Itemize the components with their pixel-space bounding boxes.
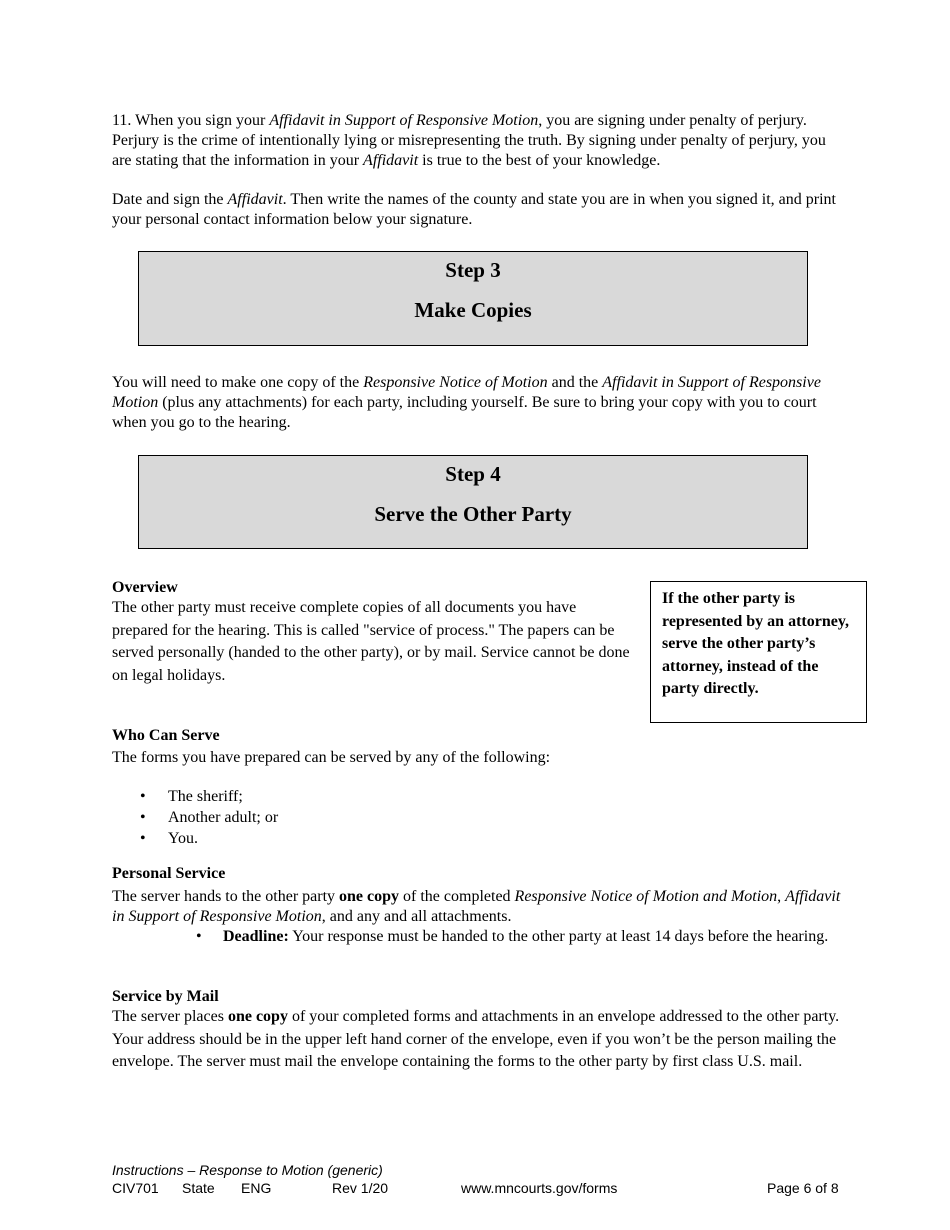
footer-url[interactable]: www.mncourts.gov/forms bbox=[461, 1180, 618, 1196]
who-can-serve-heading: Who Can Serve bbox=[112, 727, 220, 744]
overview-heading: Overview bbox=[112, 579, 178, 596]
paragraph-affidavit-perjury: 11. When you sign your Affidavit in Support of Responsive Motion, you are signing under penalty of perjury. Perjury is the crime of intentionally lying or misrepresenting the truth. By signing under penalty of perjury, you are stating that the information in your Affidavit is true to the best of your knowledge. bbox=[112, 112, 826, 169]
who-can-serve-intro: The forms you have prepared can be served by any of the following: bbox=[112, 749, 551, 766]
overview-body: The other party must receive complete copies of all documents you have prepared for the hearing. This is called "service of process." The papers can be served personally (handed to the other party), or by mail. Service cannot be done on legal holidays. bbox=[112, 599, 630, 685]
bullet-icon: • bbox=[196, 928, 202, 945]
personal-service-heading: Personal Service bbox=[112, 865, 226, 882]
step-4-label: Step 4 bbox=[445, 462, 501, 486]
step-3-box bbox=[138, 251, 808, 346]
paragraph-date-and-sign: Date and sign the Affidavit. Then write the names of the county and state you are in when you signed it, and print your personal contact information below your signature. bbox=[112, 191, 836, 228]
footer-revision: Rev 1/20 bbox=[332, 1180, 389, 1196]
list-item: • The sheriff; bbox=[140, 788, 243, 805]
bullet-icon: • bbox=[140, 788, 146, 805]
attorney-callout-box: If the other party is represented by an attorney, serve the other party’s attorney, instead of the party directly. bbox=[650, 581, 867, 723]
step-4-title: Serve the Other Party bbox=[374, 502, 572, 526]
footer-form-code: CIV701 bbox=[112, 1180, 159, 1196]
step-4-box bbox=[138, 455, 808, 549]
step-3-title: Make Copies bbox=[414, 298, 532, 322]
list-item: • You. bbox=[140, 830, 198, 847]
service-by-mail-body: The server places one copy of your completed forms and attachments in an envelope addressed to the other party. Your address should be in the upper left hand corner of the envelope, even if you won’t be the person mailing the envelope. The server must mail the envelope containing the forms to the other party by first class U.S. mail. bbox=[112, 1008, 840, 1071]
personal-service-body: The server hands to the other party one copy of the completed Responsive Notice of Motion and Motion, Affidavit in Support of Responsive Motion, and any and all attachments. bbox=[112, 888, 841, 925]
bullet-icon: • bbox=[140, 830, 146, 847]
bullet-icon: • bbox=[140, 809, 146, 826]
paragraph-make-copies: You will need to make one copy of the Responsive Notice of Motion and the Affidavit in Support of Responsive Motion (plus any attachments) for each party, including yourself. Be sure to bring your copy with you to court when you go to the hearing. bbox=[112, 374, 821, 431]
service-by-mail-heading: Service by Mail bbox=[112, 988, 219, 1005]
footer-page-number: Page 6 of 8 bbox=[767, 1180, 839, 1196]
list-item: • Another adult; or bbox=[140, 809, 279, 826]
footer-jurisdiction: State bbox=[182, 1180, 215, 1196]
footer-title: Instructions – Response to Motion (generic) bbox=[112, 1162, 383, 1178]
deadline-text: Deadline: Your response must be handed to the other party at least 14 days before the hearing. bbox=[223, 928, 829, 945]
step-3-label: Step 3 bbox=[445, 258, 501, 282]
server-list bbox=[112, 787, 612, 850]
footer-language: ENG bbox=[241, 1180, 272, 1196]
deadline-item bbox=[196, 927, 836, 947]
